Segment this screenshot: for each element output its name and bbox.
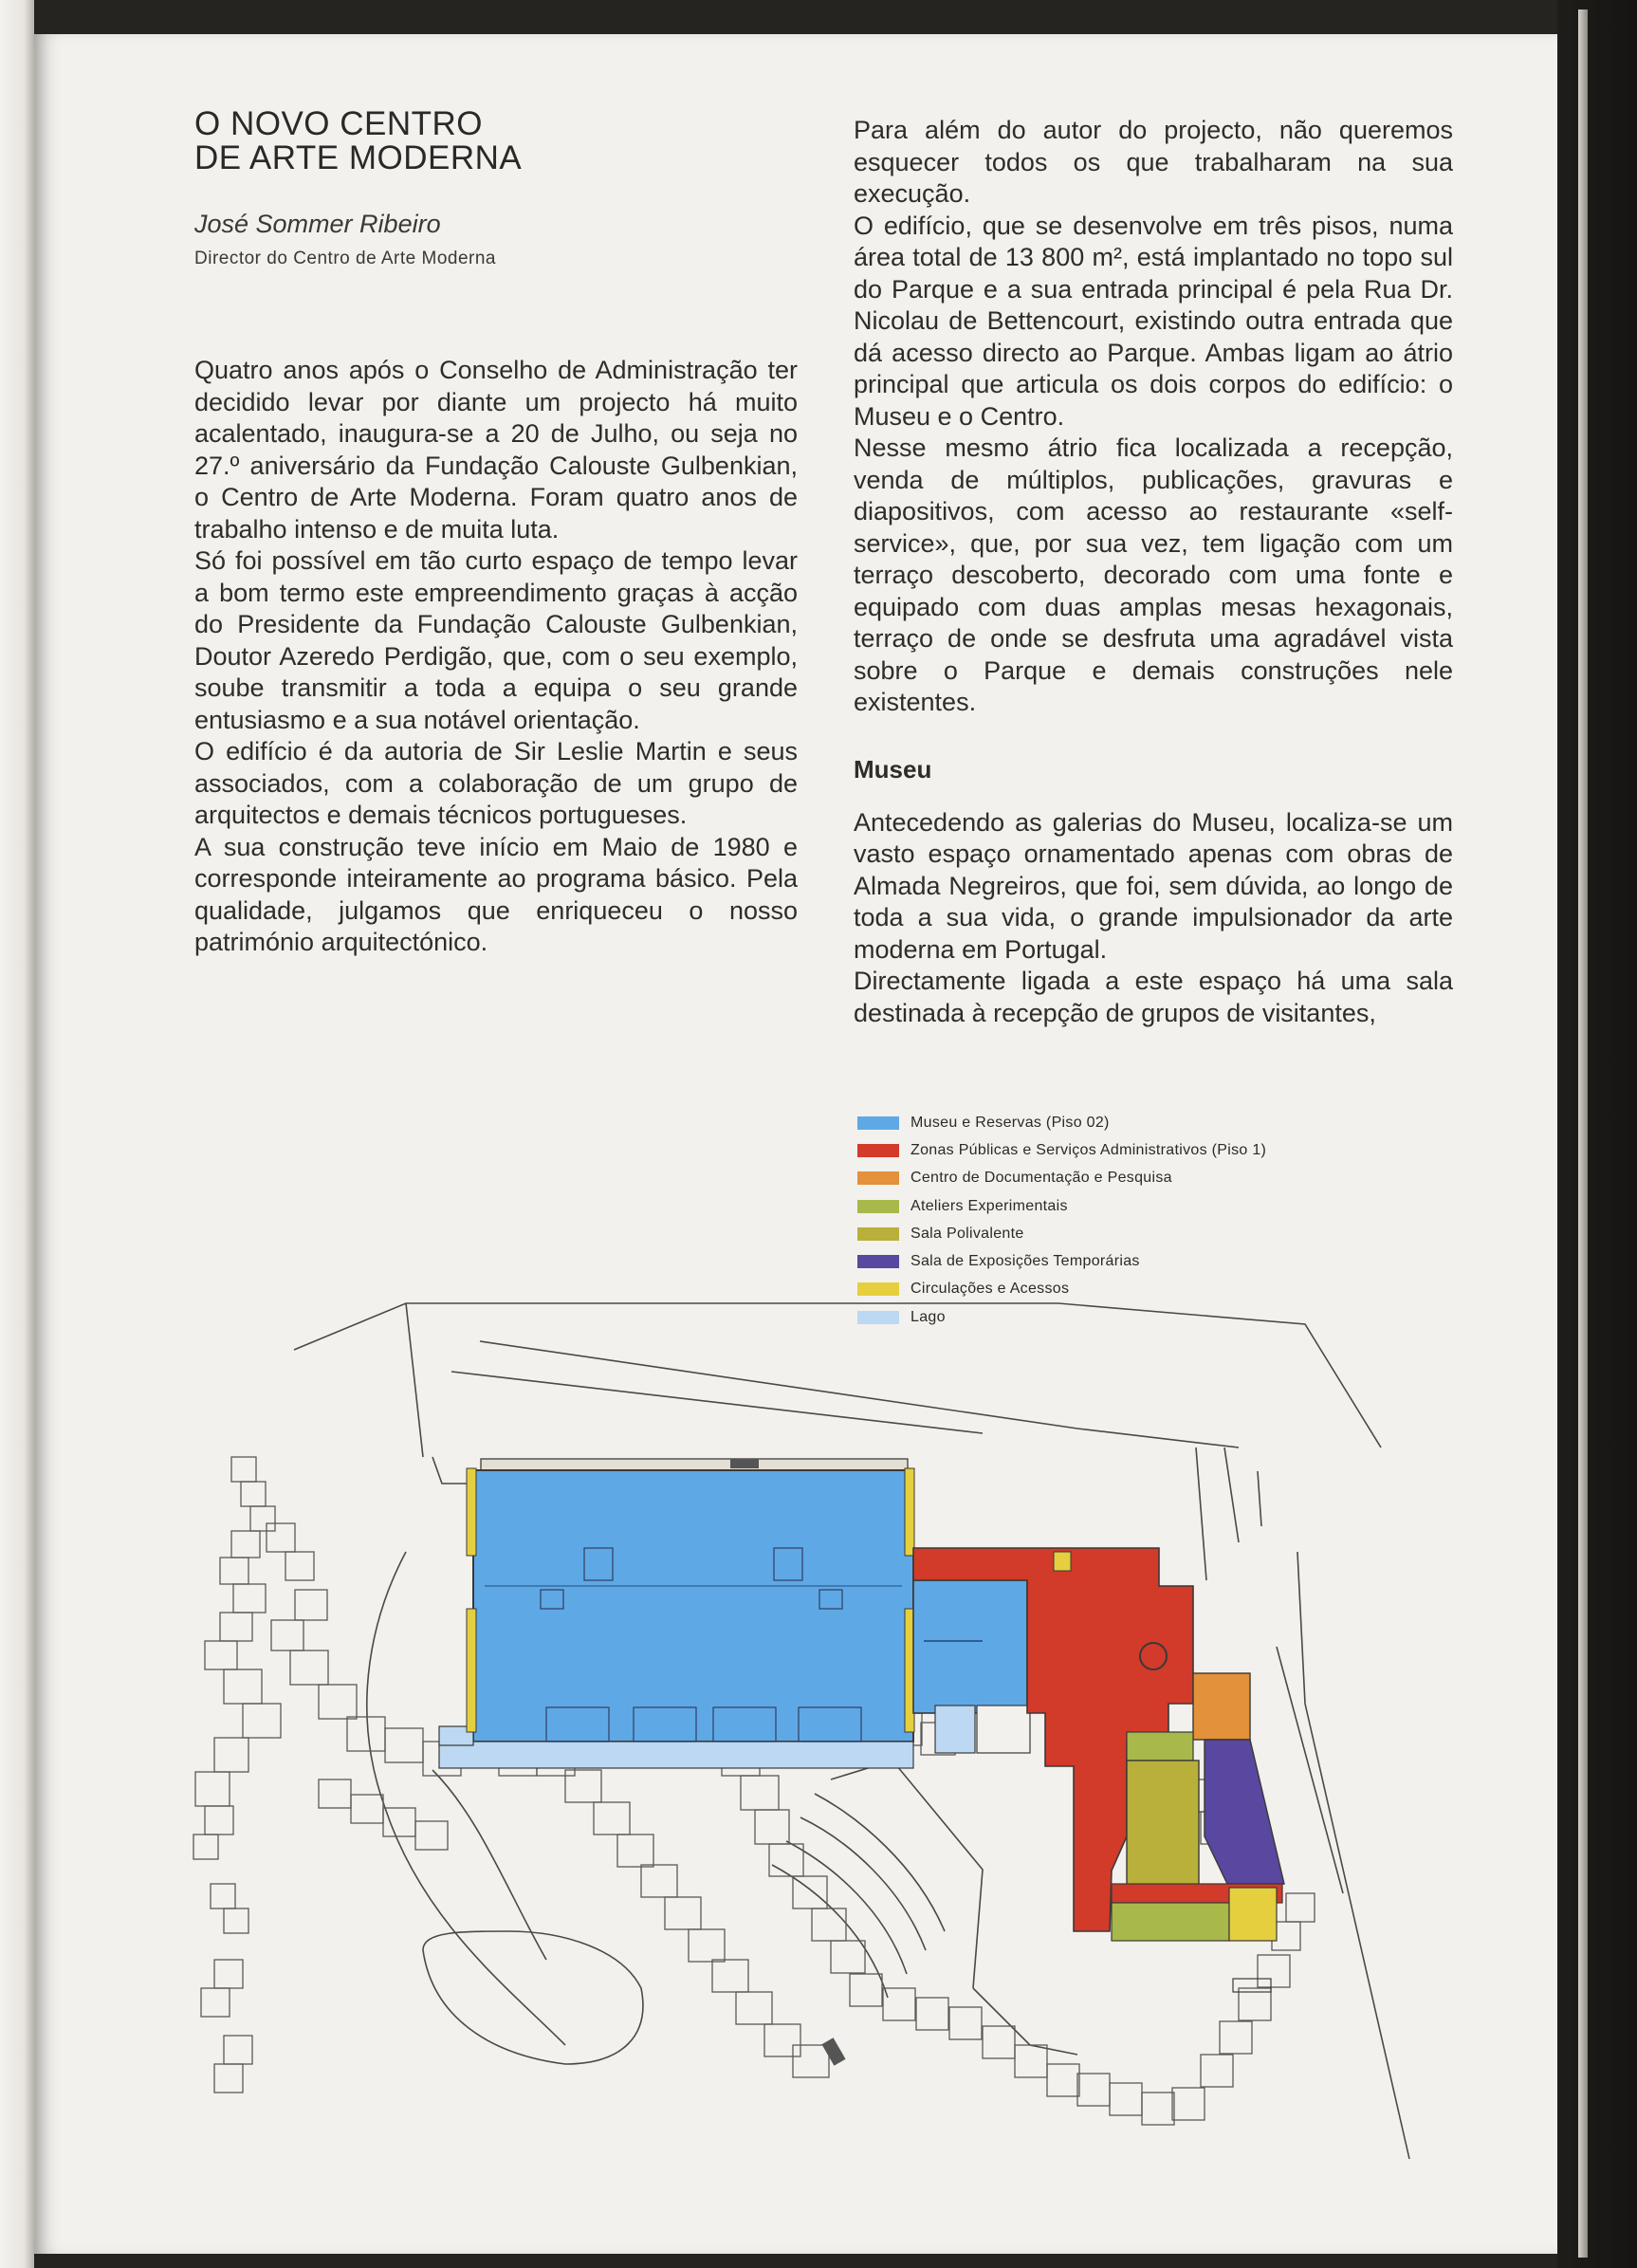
legend-label: Circulações e Acessos [910, 1281, 1070, 1298]
building-plan [439, 1459, 1284, 2066]
legend-label: Zonas Públicas e Serviços Administrativos (Piso 1) [910, 1141, 1267, 1158]
paragraph: Directamente ligada a este espaço há uma sala destinada à recepção de grupos de visitantes, [854, 967, 1453, 1027]
section-heading-museu: Museu [854, 754, 932, 784]
paragraph: Para além do autor do projecto, não queremos esquecer todos os que trabalharam na sua execução. [854, 116, 1453, 208]
author-role: Director do Centro de Arte Moderna [194, 249, 496, 268]
magazine-page [34, 34, 1557, 2254]
page-stack-edge [1578, 9, 1588, 2258]
paragraph: Quatro anos após o Conselho de Administração ter decidido levar por diante um projecto há muito acalentado, inaugura-se a 20 de Julho, ou seja no 27.º aniversário da Fundação Calouste Gulbenkian, o Centro de Arte Moderna. Foram quatro anos de trabalho intenso e de muita luta. [194, 356, 798, 544]
paragraph: O edifício, que se desenvolve em três pisos, numa área total de 13 800 m², está implantado no topo sul do Parque e a sua entrada principal é pela Rua Dr. Nicolau de Bettencourt, existindo outra entrada que dá acesso directo ao Parque. Ambas ligam ao átrio principal que articula os dois corpos do edifício: o Museu e o Centro. [854, 211, 1453, 431]
legend-label: Ateliers Experimentais [910, 1197, 1068, 1214]
legend-label: Centro de Documentação e Pesquisa [910, 1170, 1172, 1187]
paragraph: Nesse mesmo átrio fica localizada a recepção, venda de múltiplos, publicações, gravuras e diapositivos, com acesso ao restaurante «self-service», que, por sua vez, tem ligação com um terraço descoberto, decorado com uma fonte e equipado com duas amplas mesas hexagonais, terraço de onde se desfruta uma agradável vista sobre o Parque e demais construções nele existentes. [854, 433, 1453, 716]
legend-label: Sala de Exposições Temporárias [910, 1253, 1140, 1270]
legend-label: Museu e Reservas (Piso 02) [910, 1114, 1110, 1131]
title-line-1: O NOVO CENTRO [194, 105, 484, 142]
legend-label: Sala Polivalente [910, 1225, 1024, 1242]
title-line-2: DE ARTE MODERNA [194, 139, 523, 176]
previous-page-edge [0, 0, 34, 2268]
legend-label: Lago [910, 1308, 946, 1325]
paragraph: O edifício é da autoria de Sir Leslie Martin e seus associados, com a colaboração de um grupo de arquitectos e demais técnicos portugueses. [194, 737, 798, 829]
site-plan-drawing [34, 34, 1557, 2254]
paragraph: Antecedendo as galerias do Museu, localiza-se um vasto espaço ornamentado apenas com obras de Almada Negreiros, que foi, sem dúvida, ao longo de toda a sua vida, o grande impulsionador da arte moderna em Portugal. [854, 807, 1453, 964]
paragraph: Só foi possível em tão curto espaço de tempo levar a bom termo este empreendimento graças à acção do Presidente da Fundação Calouste Gulbenkian, Doutor Azeredo Perdigão, que, com o seu exemplo, soube transmitir a toda a equipa o seu grande entusiasmo e a sua notável orientação. [194, 546, 798, 734]
author-name: José Sommer Ribeiro [194, 210, 441, 238]
paragraph: A sua construção teve início em Maio de 1980 e corresponde inteiramente ao programa básico. Pela qualidade, julgamos que enriqueceu o nosso património arquitectónico. [194, 832, 798, 956]
scan-background [1557, 0, 1637, 2268]
